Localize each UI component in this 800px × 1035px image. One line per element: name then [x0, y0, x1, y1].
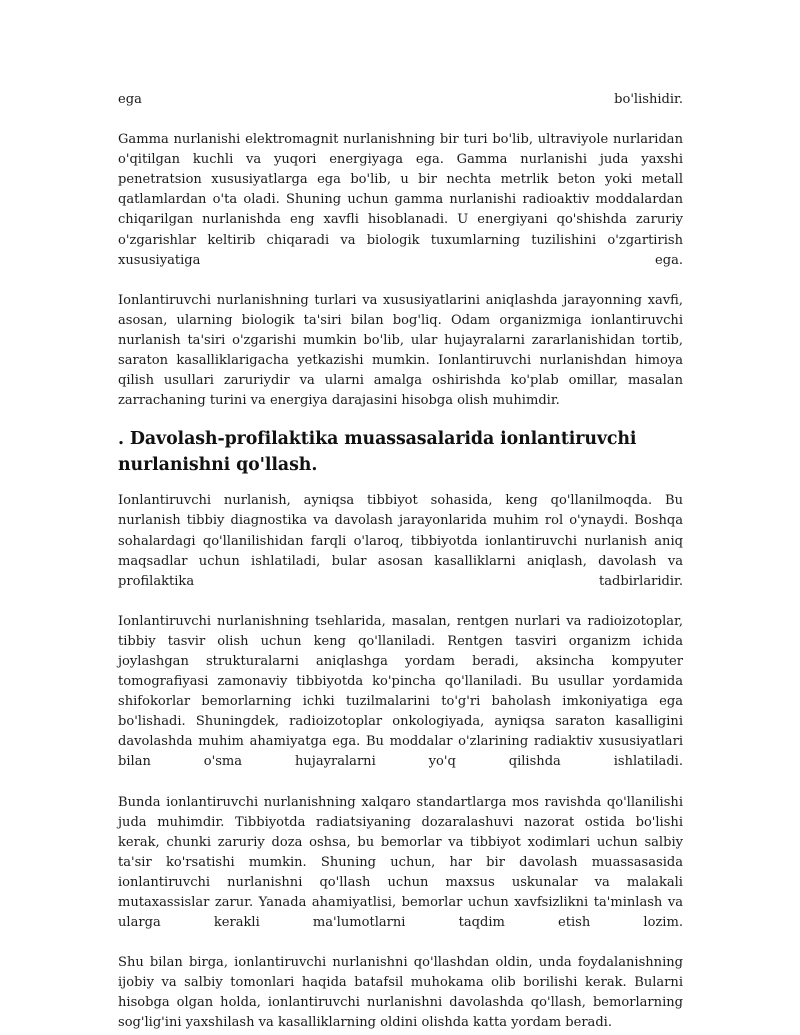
- paragraph-conclusion: Shu bilan birga, ionlantiruvchi nurlanishni qo'llashdan oldin, unda foydalanishning ijobiy va salbiy tomonlari haqida batafsil muhokama olib borilishi kerak. Bularni hisobga olgan holda, ionlantiruvchi nurlanishni davolashda qo'llash, bemorlarning sog'lig'ini yaxshilash va kasalliklarning oldini olishda katta yordam beradi.: [118, 955, 683, 1031]
- paragraph-xray: Ionlantiruvchi nurlanishning tsehlarida, masalan, rentgen nurlari va radioizotoplar, tibbiy tasvir olish uchun keng qo'llaniladi. Rentgen tasviri organizm ichida joylashgan strukturalarni aniqlashga yordam beradi, aksincha kompyuter tomografiyasi zamonaviy tibbiyotda ko'pincha qo'llaniladi. Bu usullar yordamida shifokorlar bemorlarning ichki tuzilmalarini to'g'ri baholash imkoniyatiga ega bo'lishadi. Shuningdek, radioizotoplar onkologiyada, ayniqsa saraton kasalligini davolashda muhim ahamiyatga ega. Bu moddalar o'zlarining radiaktiv xususiyatlari bilan o'sma hujayralarni yo'q qilishda ishlatiladi.: [118, 613, 683, 770]
- paragraph-gap: [118, 271, 683, 291]
- paragraph-gap: [118, 592, 683, 612]
- section-heading: . Davolash-profilaktika muassasalarida ionlantiruvchi nurlanishni qo'llash.: [118, 429, 637, 475]
- paragraph-gamma: Gamma nurlanishi elektromagnit nurlanishning bir turi bo'lib, ultraviyole nurlaridan o'qitilgan kuchli va yuqori energiyaga ega. Gamma nurlanishi juda yaxshi penetratsion xususiyatlarga ega bo'lib, u bir nechta metrlik beton yoki metall qatlamlardan o'ta oladi. Shuning uchun gamma nurlanishi radioaktiv moddalardan chiqarilgan nurlanishda eng xavfli hisoblanadi. U energiyani qo'shishda zaruriy o'zgarishlar keltirib chiqaradi va biologik tuxumlarning tuzilishini o'zgartirish xususiyatiga ega.: [118, 132, 683, 268]
- paragraph-medical-use: Ionlantiruvchi nurlanish, ayniqsa tibbiyot sohasida, keng qo'llanilmoqda. Bu nurlanish tibbiy diagnostika va davolash jarayonlarida muhim rol o'ynaydi. Boshqa sohalardagi qo'llanilishidan farqli o'laroq, tibbiyotda ionlantiruvchi nurlanish aniq maqsadlar uchun ishlatiladi, bular asosan kasalliklarni aniqlash, davolash va profilaktika tadbirlaridir.: [118, 493, 683, 589]
- paragraph-gap: [118, 933, 683, 953]
- heading-gap: [118, 411, 683, 427]
- paragraph-continuation: ega bo'lishidir.: [118, 92, 683, 107]
- document-page: [118, 90, 683, 1034]
- paragraph-gap: [118, 773, 683, 793]
- paragraph-types: Ionlantiruvchi nurlanishning turlari va xususiyatlarini aniqlashda jarayonning xavfi, asosan, ularning biologik ta'siri bilan bog'liq. Odam organizmiga ionlantiruvchi nurlanish ta'siri o'zgarishi mumkin bo'lib, ular hujayralarni zararlanishidan tortib, saraton kasalliklarigacha yetkazishi mumkin. Ionlantiruvchi nurlanishdan himoya qilish usullari zaruriydir va ularni amalga oshirishda ko'plab omillar, masalan zarrachaning turini va energiya darajasini hisobga olish muhimdir.: [118, 292, 683, 409]
- paragraph-standards: Bunda ionlantiruvchi nurlanishning xalqaro standartlarga mos ravishda qo'llanilishi juda muhimdir. Tibbiyotda radiatsiyaning dozaralashuvi nazorat ostida bo'lishi kerak, chunki zaruriy doza oshsa, bu bemorlar va tibbiyot xodimlari uchun salbiy ta'sir ko'rsatishi mumkin. Shuning uchun, har bir davolash muassasasida ionlantiruvchi nurlanishni qo'llash uchun maxsus uskunalar va malakali mutaxassislar zarur. Yanada ahamiyatlisi, bemorlar uchun xavfsizlikni ta'minlash va ularga kerakli ma'lumotlarni taqdim etish lozim.: [118, 794, 683, 931]
- paragraph-gap: [118, 110, 683, 130]
- heading-gap: [118, 478, 683, 491]
